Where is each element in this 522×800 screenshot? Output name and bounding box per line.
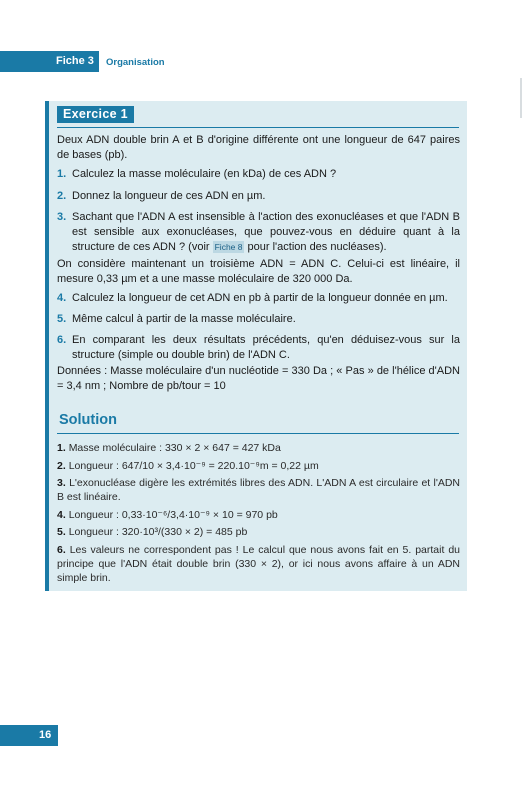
question-text: En comparant les deux résultats précédents, qu'en déduisez-vous sur la structure (simple ou double brin) de l'ADN C. (72, 334, 460, 361)
solution-item-2 (57, 459, 460, 473)
page-number: 16 (39, 729, 52, 741)
question-text-part: pour l'action des nucléases). (244, 241, 387, 253)
question-text: Calculez la masse moléculaire (en kDa) de ces ADN ? (72, 168, 337, 180)
solution-item-6 (57, 543, 460, 585)
exercise-data: Données : Masse moléculaire d'un nucléotide = 330 Da ; « Pas » de l'hélice d'ADN = 3,4 nm ; Nombre de pb/tour = 10 (57, 365, 460, 392)
question-number: 1. (57, 168, 67, 180)
question-6 (57, 333, 460, 363)
exercise-header (57, 106, 459, 128)
solution-item-5 (57, 525, 460, 539)
solution-text: L'exonucléase digère les extrémités libres des ADN. L'ADN A est circulaire et l'ADN B est linéaire. (57, 477, 460, 503)
question-number: 4. (57, 292, 67, 304)
solution-item-4 (57, 508, 460, 522)
question-4 (57, 291, 460, 306)
question-number: 2. (57, 190, 67, 202)
exercise-intro: Deux ADN double brin A et B d'origine différente ont une longueur de 647 paires de bases (pb). (57, 134, 460, 161)
fiche-label: Fiche 3 (56, 55, 94, 67)
solution-text: Longueur : 320·10³/(330 × 2) = 485 pb (68, 526, 248, 538)
exercise-title: Exercice 1 (57, 106, 134, 123)
fiche-reference-link[interactable]: Fiche 8 (214, 242, 243, 252)
question-text: Même calcul à partir de la masse moléculaire. (72, 313, 296, 325)
solution-text: Longueur : 0,33·10⁻⁶/3,4·10⁻⁹ × 10 = 970 pb (68, 509, 278, 521)
question-1 (57, 167, 460, 182)
solution-number: 6. (57, 544, 66, 556)
question-number: 5. (57, 313, 67, 325)
question-number: 6. (57, 334, 67, 346)
solution-item-1 (57, 441, 460, 455)
question-3 (57, 210, 460, 255)
question-number: 3. (57, 211, 67, 223)
solution-text: Les valeurs ne correspondent pas ! Le calcul que nous avons fait en 5. partait du principe que l'ADN était double brin (330 × 2), or ici nous avons affaire à un ADN simple brin. (57, 544, 460, 584)
solution-number: 2. (57, 460, 66, 472)
section-label: Organisation (106, 57, 165, 68)
question-text: Donnez la longueur de ces ADN en µm. (72, 190, 266, 202)
solution-item-3 (57, 476, 460, 504)
solution-divider (57, 433, 459, 434)
solution-text: Longueur : 647/10 × 3,4·10⁻⁹ = 220.10⁻⁹m = 0,22 µm (68, 460, 319, 472)
question-2 (57, 189, 460, 204)
exercise-middle-text: On considère maintenant un troisième ADN = ADN C. Celui-ci est linéaire, il mesure 0,33 µm et a une masse moléculaire de 320 000 Da. (57, 258, 460, 285)
question-text-part: Sachant que l'ADN A est insensible à l'action des exonucléases et que l'ADN B est sensible aux exonucléases, que pouvez-vous en déduire quant à la structure de ces ADN ? (voir (72, 211, 460, 253)
question-text: Calculez la longueur de cet ADN en pb à partir de la longueur donnée en µm. (72, 292, 448, 304)
solution-number: 3. (57, 477, 66, 489)
solution-number: 1. (57, 442, 66, 454)
solution-number: 4. (57, 509, 66, 521)
solution-number: 5. (57, 526, 66, 538)
solution-text: Masse moléculaire : 330 × 2 × 647 = 427 kDa (68, 442, 281, 454)
question-5 (57, 312, 460, 327)
question-text (72, 210, 460, 255)
solution-title: Solution (59, 412, 117, 428)
